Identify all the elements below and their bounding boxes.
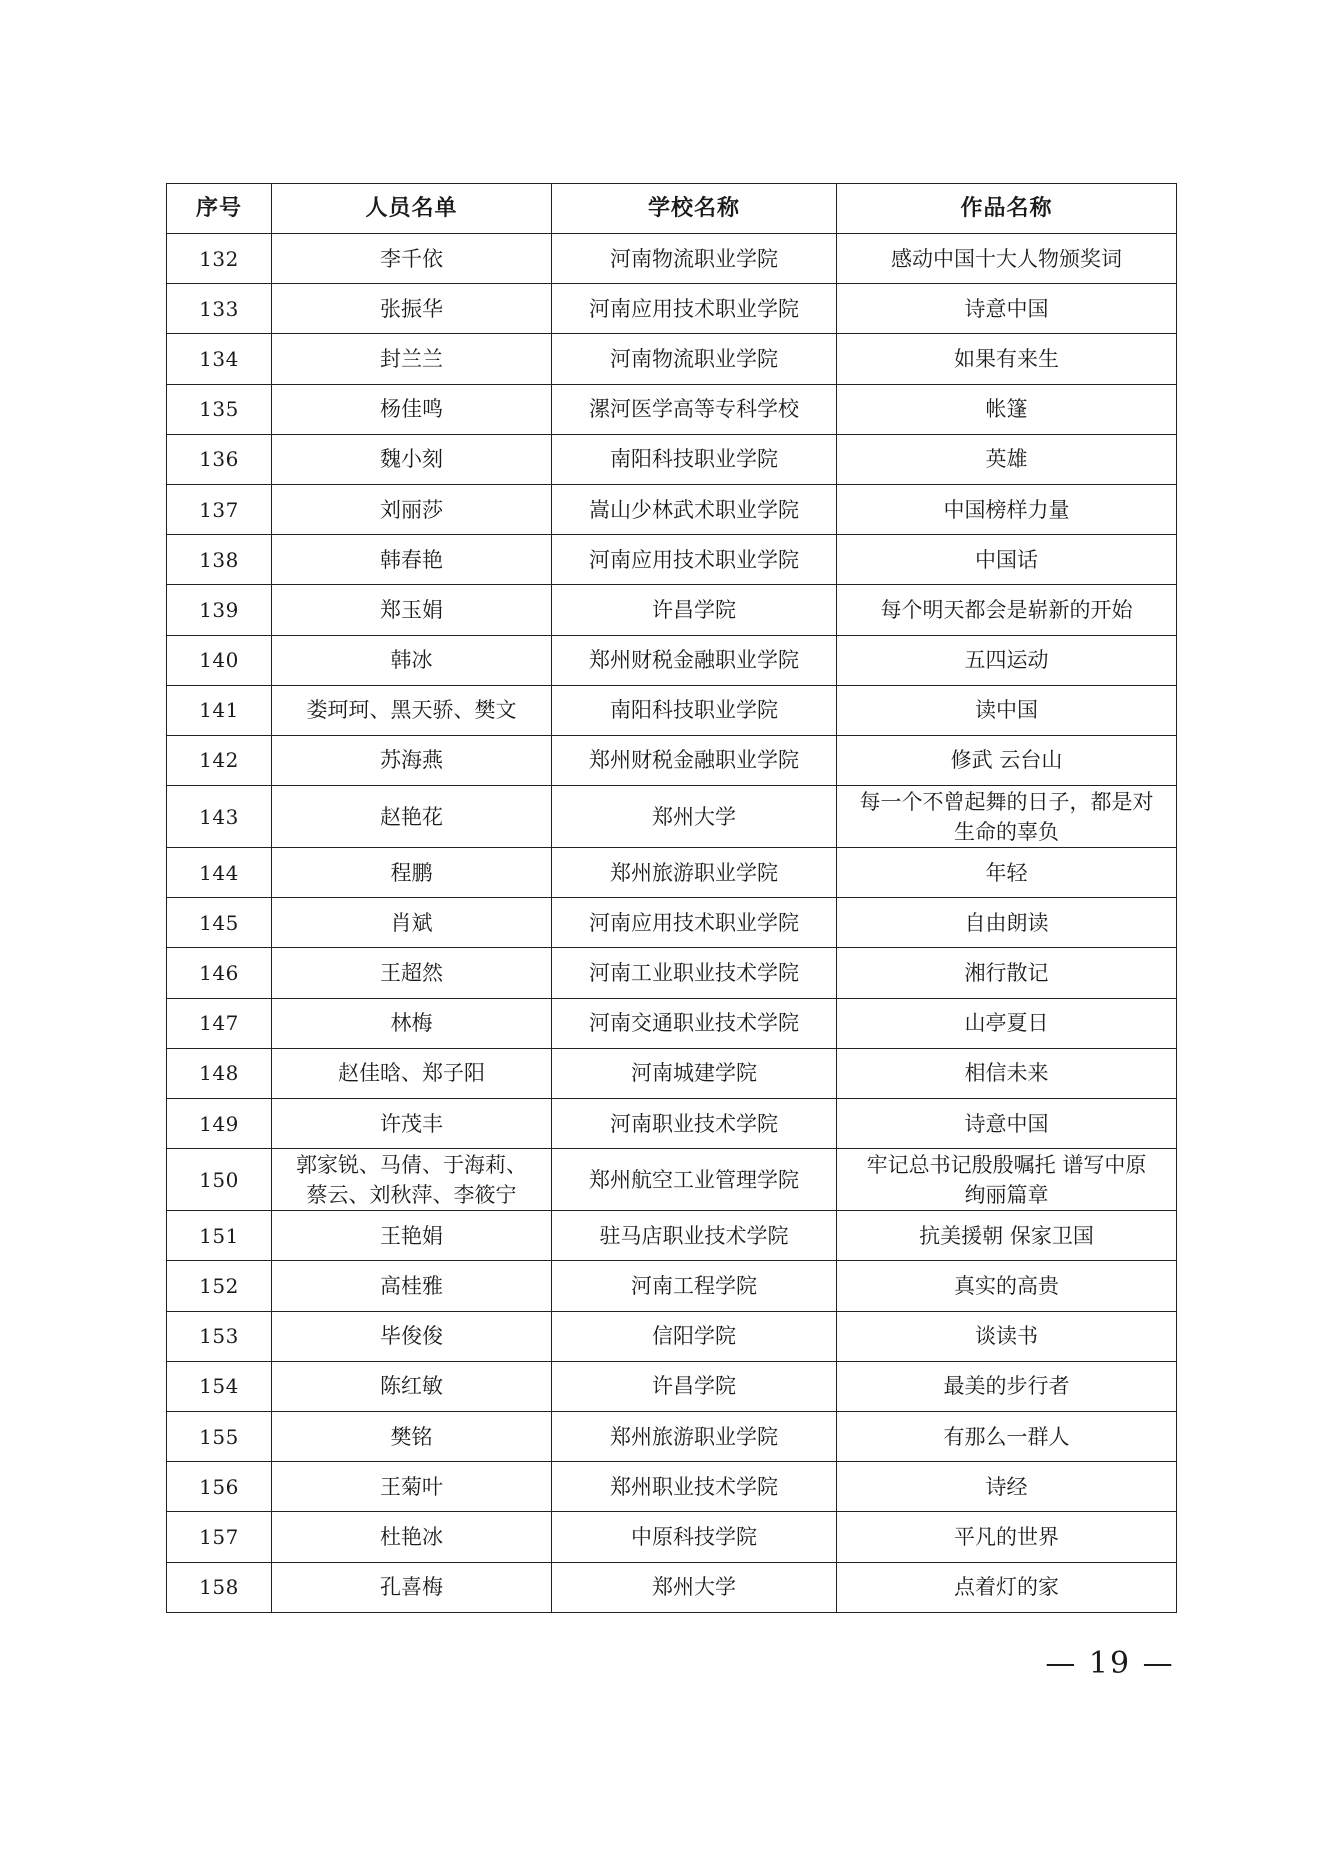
serial-cell: 147 bbox=[167, 998, 272, 1048]
table-row bbox=[167, 898, 1177, 948]
header-names: 人员名单 bbox=[272, 184, 552, 234]
school-cell: 中原科技学院 bbox=[552, 1512, 837, 1562]
work-cell: 抗美援朝 保家卫国 bbox=[837, 1211, 1177, 1261]
work-cell: 如果有来生 bbox=[837, 334, 1177, 384]
names-cell: 樊铭 bbox=[272, 1411, 552, 1461]
serial-cell: 154 bbox=[167, 1361, 272, 1411]
table-row bbox=[167, 685, 1177, 735]
serial-cell: 148 bbox=[167, 1048, 272, 1098]
work-cell: 读中国 bbox=[837, 685, 1177, 735]
serial-cell: 145 bbox=[167, 898, 272, 948]
school-cell: 郑州财税金融职业学院 bbox=[552, 735, 837, 785]
names-cell: 封兰兰 bbox=[272, 334, 552, 384]
table-row bbox=[167, 948, 1177, 998]
names-cell: 郭家锐、马倩、于海莉、 蔡云、刘秋萍、李筱宁 bbox=[272, 1149, 552, 1211]
work-cell: 每一个不曾起舞的日子，都是对 生命的辜负 bbox=[837, 786, 1177, 848]
serial-cell: 142 bbox=[167, 735, 272, 785]
table-row bbox=[167, 384, 1177, 434]
names-cell: 王超然 bbox=[272, 948, 552, 998]
serial-cell: 152 bbox=[167, 1261, 272, 1311]
school-cell: 郑州旅游职业学院 bbox=[552, 848, 837, 898]
work-cell: 中国榜样力量 bbox=[837, 484, 1177, 534]
serial-cell: 144 bbox=[167, 848, 272, 898]
table-row bbox=[167, 234, 1177, 284]
school-cell: 郑州大学 bbox=[552, 786, 837, 848]
serial-cell: 149 bbox=[167, 1099, 272, 1149]
table-row bbox=[167, 484, 1177, 534]
work-cell: 真实的高贵 bbox=[837, 1261, 1177, 1311]
names-cell: 韩冰 bbox=[272, 635, 552, 685]
school-cell: 驻马店职业技术学院 bbox=[552, 1211, 837, 1261]
serial-cell: 143 bbox=[167, 786, 272, 848]
work-cell: 帐篷 bbox=[837, 384, 1177, 434]
names-cell: 林梅 bbox=[272, 998, 552, 1048]
names-cell: 程鹏 bbox=[272, 848, 552, 898]
names-cell: 刘丽莎 bbox=[272, 484, 552, 534]
table-row bbox=[167, 1211, 1177, 1261]
work-cell: 牢记总书记殷殷嘱托 谱写中原 绚丽篇章 bbox=[837, 1149, 1177, 1211]
work-cell: 中国话 bbox=[837, 535, 1177, 585]
award-roster-table bbox=[166, 183, 1177, 1613]
table-row bbox=[167, 1462, 1177, 1512]
table-row bbox=[167, 1311, 1177, 1361]
serial-cell: 139 bbox=[167, 585, 272, 635]
table-row bbox=[167, 635, 1177, 685]
work-cell: 谈读书 bbox=[837, 1311, 1177, 1361]
names-cell: 肖斌 bbox=[272, 898, 552, 948]
serial-cell: 141 bbox=[167, 685, 272, 735]
school-cell: 河南工业职业技术学院 bbox=[552, 948, 837, 998]
work-cell: 诗意中国 bbox=[837, 284, 1177, 334]
table-body bbox=[167, 234, 1177, 1613]
page-number: — 19 — bbox=[1045, 1646, 1175, 1681]
school-cell: 河南物流职业学院 bbox=[552, 234, 837, 284]
table-row bbox=[167, 998, 1177, 1048]
names-cell: 王菊叶 bbox=[272, 1462, 552, 1512]
serial-cell: 133 bbox=[167, 284, 272, 334]
work-cell: 诗意中国 bbox=[837, 1099, 1177, 1149]
work-cell: 最美的步行者 bbox=[837, 1361, 1177, 1411]
serial-cell: 150 bbox=[167, 1149, 272, 1211]
names-cell: 赵艳花 bbox=[272, 786, 552, 848]
serial-cell: 153 bbox=[167, 1311, 272, 1361]
school-cell: 河南应用技术职业学院 bbox=[552, 535, 837, 585]
table-row bbox=[167, 1099, 1177, 1149]
work-cell: 英雄 bbox=[837, 434, 1177, 484]
table-row bbox=[167, 434, 1177, 484]
work-cell: 相信未来 bbox=[837, 1048, 1177, 1098]
header-school: 学校名称 bbox=[552, 184, 837, 234]
serial-cell: 132 bbox=[167, 234, 272, 284]
names-cell: 高桂雅 bbox=[272, 1261, 552, 1311]
serial-cell: 151 bbox=[167, 1211, 272, 1261]
school-cell: 河南应用技术职业学院 bbox=[552, 284, 837, 334]
header-work: 作品名称 bbox=[837, 184, 1177, 234]
school-cell: 河南物流职业学院 bbox=[552, 334, 837, 384]
school-cell: 河南交通职业技术学院 bbox=[552, 998, 837, 1048]
table-row bbox=[167, 334, 1177, 384]
work-cell: 点着灯的家 bbox=[837, 1562, 1177, 1612]
names-cell: 李千依 bbox=[272, 234, 552, 284]
school-cell: 郑州财税金融职业学院 bbox=[552, 635, 837, 685]
serial-cell: 134 bbox=[167, 334, 272, 384]
names-cell: 孔喜梅 bbox=[272, 1562, 552, 1612]
serial-cell: 155 bbox=[167, 1411, 272, 1461]
names-cell: 杜艳冰 bbox=[272, 1512, 552, 1562]
table-row bbox=[167, 1149, 1177, 1211]
names-cell: 陈红敏 bbox=[272, 1361, 552, 1411]
table-row bbox=[167, 1411, 1177, 1461]
serial-cell: 138 bbox=[167, 535, 272, 585]
names-cell: 王艳娟 bbox=[272, 1211, 552, 1261]
serial-cell: 140 bbox=[167, 635, 272, 685]
names-cell: 娄珂珂、黑天骄、樊文 bbox=[272, 685, 552, 735]
work-cell: 有那么一群人 bbox=[837, 1411, 1177, 1461]
school-cell: 河南应用技术职业学院 bbox=[552, 898, 837, 948]
table-row bbox=[167, 1048, 1177, 1098]
names-cell: 许茂丰 bbox=[272, 1099, 552, 1149]
table-row bbox=[167, 1361, 1177, 1411]
table-row bbox=[167, 535, 1177, 585]
names-cell: 苏海燕 bbox=[272, 735, 552, 785]
serial-cell: 146 bbox=[167, 948, 272, 998]
school-cell: 郑州大学 bbox=[552, 1562, 837, 1612]
work-cell: 诗经 bbox=[837, 1462, 1177, 1512]
serial-cell: 156 bbox=[167, 1462, 272, 1512]
school-cell: 许昌学院 bbox=[552, 585, 837, 635]
work-cell: 感动中国十大人物颁奖词 bbox=[837, 234, 1177, 284]
school-cell: 郑州职业技术学院 bbox=[552, 1462, 837, 1512]
names-cell: 毕俊俊 bbox=[272, 1311, 552, 1361]
school-cell: 许昌学院 bbox=[552, 1361, 837, 1411]
names-cell: 张振华 bbox=[272, 284, 552, 334]
school-cell: 河南城建学院 bbox=[552, 1048, 837, 1098]
school-cell: 南阳科技职业学院 bbox=[552, 685, 837, 735]
table-row bbox=[167, 786, 1177, 848]
serial-cell: 157 bbox=[167, 1512, 272, 1562]
work-cell: 年轻 bbox=[837, 848, 1177, 898]
header-serial: 序号 bbox=[167, 184, 272, 234]
table-row bbox=[167, 1512, 1177, 1562]
table-row bbox=[167, 1261, 1177, 1311]
names-cell: 杨佳鸣 bbox=[272, 384, 552, 434]
school-cell: 漯河医学高等专科学校 bbox=[552, 384, 837, 434]
table-row bbox=[167, 585, 1177, 635]
work-cell: 五四运动 bbox=[837, 635, 1177, 685]
names-cell: 赵佳晗、郑子阳 bbox=[272, 1048, 552, 1098]
school-cell: 信阳学院 bbox=[552, 1311, 837, 1361]
work-cell: 湘行散记 bbox=[837, 948, 1177, 998]
work-cell: 每个明天都会是崭新的开始 bbox=[837, 585, 1177, 635]
work-cell: 山亭夏日 bbox=[837, 998, 1177, 1048]
serial-cell: 137 bbox=[167, 484, 272, 534]
school-cell: 河南职业技术学院 bbox=[552, 1099, 837, 1149]
school-cell: 河南工程学院 bbox=[552, 1261, 837, 1311]
school-cell: 郑州航空工业管理学院 bbox=[552, 1149, 837, 1211]
work-cell: 修武 云台山 bbox=[837, 735, 1177, 785]
table-row bbox=[167, 735, 1177, 785]
serial-cell: 158 bbox=[167, 1562, 272, 1612]
table-header-row bbox=[167, 184, 1177, 234]
names-cell: 郑玉娟 bbox=[272, 585, 552, 635]
school-cell: 嵩山少林武术职业学院 bbox=[552, 484, 837, 534]
work-cell: 平凡的世界 bbox=[837, 1512, 1177, 1562]
table-row bbox=[167, 1562, 1177, 1612]
names-cell: 韩春艳 bbox=[272, 535, 552, 585]
serial-cell: 135 bbox=[167, 384, 272, 434]
school-cell: 南阳科技职业学院 bbox=[552, 434, 837, 484]
names-cell: 魏小刻 bbox=[272, 434, 552, 484]
table-row bbox=[167, 848, 1177, 898]
school-cell: 郑州旅游职业学院 bbox=[552, 1411, 837, 1461]
table-row bbox=[167, 284, 1177, 334]
serial-cell: 136 bbox=[167, 434, 272, 484]
work-cell: 自由朗读 bbox=[837, 898, 1177, 948]
